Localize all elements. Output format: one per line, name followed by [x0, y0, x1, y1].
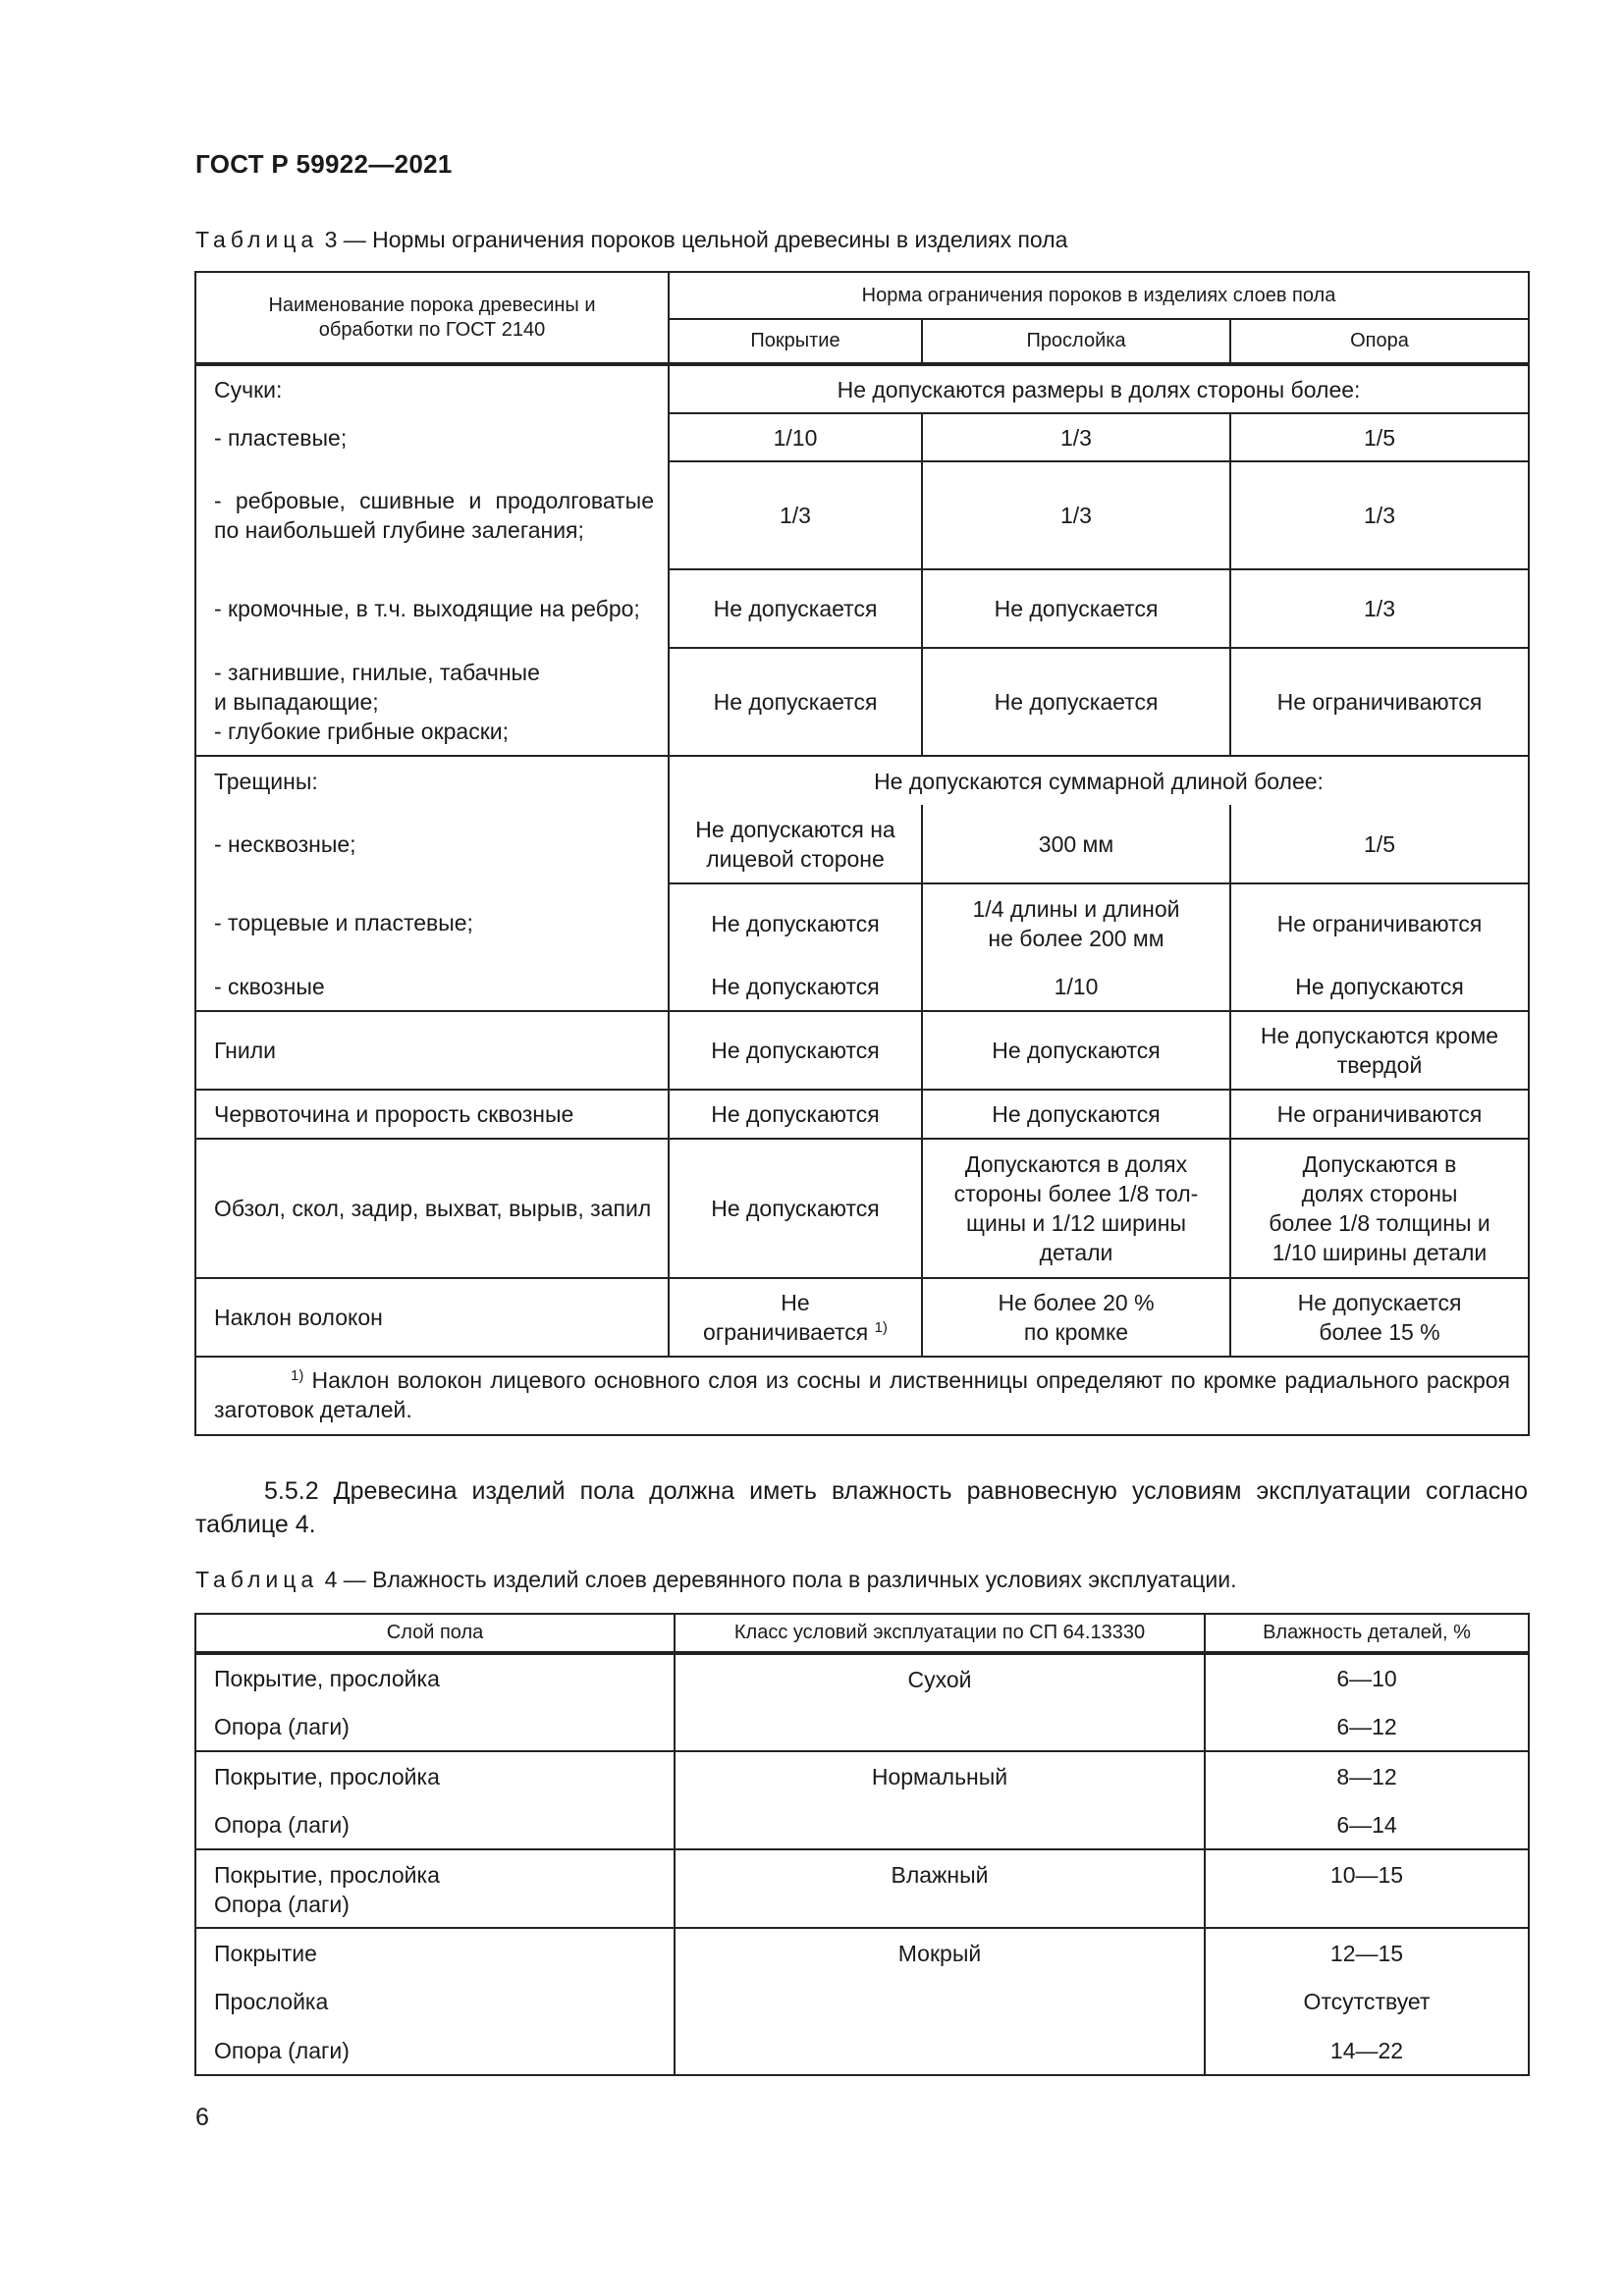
cracks-title: Трещины:	[195, 756, 669, 805]
worm-name: Червоточина и прорость сквозные	[195, 1090, 669, 1139]
table3-footnote	[195, 1357, 1529, 1435]
table4-value: 6—14	[1205, 1800, 1529, 1849]
cracks-row-name: - сквозные	[195, 962, 669, 1011]
knots-row-layer: Не допускается	[922, 648, 1230, 756]
table4-layer: Покрытие, прослойка	[195, 1653, 675, 1702]
table4-caption	[195, 1567, 1237, 1593]
table4-value: 10—15	[1205, 1849, 1529, 1928]
cell-line: Не допускаются кроме	[1260, 1023, 1499, 1048]
knots-row-layer: 1/3	[922, 461, 1230, 569]
cell-line: Не допускаются на	[695, 816, 895, 842]
cell-line: лицевой стороне	[706, 845, 885, 872]
cell-line: твердой	[1336, 1052, 1423, 1078]
table3-head-support: Опора	[1230, 319, 1529, 364]
knots-row-layer: Не допускается	[922, 569, 1230, 648]
table4-head-class: Класс условий эксплуатации по СП 64.13330	[675, 1614, 1205, 1653]
knots-row-name-line: - загнившие, гнилые, табачные	[214, 659, 540, 685]
cell-text: ограничивается	[703, 1319, 869, 1345]
cell-line: Покрытие, прослойка	[214, 1862, 440, 1888]
cracks-row-name: - несквозные;	[195, 805, 669, 883]
slope-support	[1230, 1278, 1529, 1357]
knots-row-support: 1/5	[1230, 413, 1529, 461]
cell-line: стороны более 1/8 тол-	[953, 1181, 1199, 1206]
wane-layer	[922, 1139, 1230, 1278]
slope-name: Наклон волокон	[195, 1278, 669, 1357]
cracks-row-cover	[669, 805, 922, 883]
table4-class: Сухой	[675, 1653, 1205, 1751]
table3-head-defect: Наименование порока древесины и обработки по ГОСТ 2140	[195, 272, 669, 364]
knots-row-name: - ребровые, сшивные и продолговатые по наибольшей глубине залегания;	[195, 461, 669, 569]
cracks-span: Не допускаются суммарной длиной более:	[669, 756, 1529, 805]
table3-caption-text: 3 — Нормы ограничения пороков цельной древесины в изделиях пола	[318, 227, 1068, 252]
knots-title: Сучки:	[195, 364, 669, 413]
table4-layer: Опора (лаги)	[195, 1702, 675, 1751]
knots-row-name-line: - глубокие грибные окраски;	[214, 718, 510, 744]
table4-class: Нормальный	[675, 1751, 1205, 1849]
page-number: 6	[195, 2104, 209, 2131]
table4-layer: Опора (лаги)	[195, 2026, 675, 2075]
wane-cover: Не допускаются	[669, 1139, 922, 1278]
cell-line: более 15 %	[1319, 1319, 1440, 1345]
knots-span: Не допускаются размеры в долях стороны более:	[669, 364, 1529, 413]
document-header: ГОСТ Р 59922—2021	[195, 149, 453, 179]
footnote-text: Наклон волокон лицевого основного слоя из сосны и лиственницы определяют по кромке радиального раскроя заготовок деталей.	[214, 1367, 1511, 1422]
cell-line: Опора (лаги)	[214, 1892, 350, 1917]
cracks-row-support: Не ограничиваются	[1230, 883, 1529, 962]
cell-line: Не более 20 %	[998, 1290, 1155, 1315]
cell-line: щины и 1/12 ширины	[966, 1210, 1186, 1236]
table4-head-layer: Слой пола	[195, 1614, 675, 1653]
table3-head-layer: Прослойка	[922, 319, 1230, 364]
table4-value: 6—10	[1205, 1653, 1529, 1702]
cracks-row-cover: Не допускаются	[669, 962, 922, 1011]
cracks-row-cover: Не допускаются	[669, 883, 922, 962]
rot-layer: Не допускаются	[922, 1011, 1230, 1090]
knots-row-name: - пластевые;	[195, 413, 669, 461]
table4-layer: Опора (лаги)	[195, 1800, 675, 1849]
cracks-row-layer	[922, 883, 1230, 962]
cell-line: долях стороны	[1301, 1181, 1458, 1206]
knots-row-name	[195, 648, 669, 756]
table3	[194, 271, 1530, 1436]
rot-cover: Не допускаются	[669, 1011, 922, 1090]
table3-head-cover: Покрытие	[669, 319, 922, 364]
table3-caption-prefix: Таблица	[195, 227, 319, 252]
rot-support	[1230, 1011, 1529, 1090]
cell-line: 1/10 ширины детали	[1272, 1240, 1488, 1265]
cracks-row-support: 1/5	[1230, 805, 1529, 883]
cell-line	[670, 1317, 921, 1347]
table4-caption-text: 4 — Влажность изделий слоев деревянного пола в различных условиях эксплуатации.	[318, 1567, 1237, 1592]
cracks-row-name: - торцевые и пластевые;	[195, 883, 669, 962]
footnote-mark: 1)	[291, 1367, 304, 1384]
table4-value: 6—12	[1205, 1702, 1529, 1751]
table4-class: Влажный	[675, 1849, 1205, 1928]
cracks-row-layer: 1/10	[922, 962, 1230, 1011]
knots-row-cover: 1/3	[669, 461, 922, 569]
table4-layer: Прослойка	[195, 1977, 675, 2026]
wane-support	[1230, 1139, 1529, 1278]
cell-line: Не допускается	[1297, 1290, 1462, 1315]
paragraph-5-5-2: 5.5.2 Древесина изделий пола должна иметь влажность равновесную условиям эксплуатации согласно таблице 4.	[195, 1477, 1528, 1538]
slope-cover	[669, 1278, 922, 1357]
table4-value: Отсутствует	[1205, 1977, 1529, 2026]
knots-row-name: - кромочные, в т.ч. выходящие на ребро;	[195, 569, 669, 648]
table4	[194, 1613, 1530, 2076]
knots-row-support: 1/3	[1230, 569, 1529, 648]
cell-line: не более 200 мм	[988, 925, 1164, 951]
table4-value: 12—15	[1205, 1928, 1529, 1977]
worm-cover: Не допускаются	[669, 1090, 922, 1139]
cell-line: более 1/8 толщины и	[1269, 1210, 1490, 1236]
cell-line: Допускаются в долях	[964, 1151, 1188, 1177]
knots-row-name-line: и выпадающие;	[214, 688, 379, 715]
cracks-row-layer: 300 мм	[922, 805, 1230, 883]
cell-line: детали	[1039, 1240, 1113, 1265]
table4-layer	[195, 1849, 675, 1928]
table4-value: 8—12	[1205, 1751, 1529, 1800]
worm-layer: Не допускаются	[922, 1090, 1230, 1139]
table4-head-humidity: Влажность деталей, %	[1205, 1614, 1529, 1653]
rot-name: Гнили	[195, 1011, 669, 1090]
knots-row-cover: Не допускается	[669, 569, 922, 648]
wane-name: Обзол, скол, задир, выхват, вырыв, запил	[195, 1139, 669, 1278]
cracks-row-support: Не допускаются	[1230, 962, 1529, 1011]
footnote-ref: 1)	[874, 1319, 888, 1336]
table4-caption-prefix: Таблица	[195, 1567, 319, 1592]
table3-head-group: Норма ограничения пороков в изделиях слоев пола	[669, 272, 1529, 319]
cell-line: 1/4 длины и длиной	[972, 895, 1180, 922]
cell-line: Допускаются в	[1302, 1151, 1457, 1177]
cell-line: Не	[781, 1290, 810, 1315]
table4-value: 14—22	[1205, 2026, 1529, 2075]
slope-layer	[922, 1278, 1230, 1357]
table4-layer: Покрытие	[195, 1928, 675, 1977]
knots-row-cover: 1/10	[669, 413, 922, 461]
worm-support: Не ограничиваются	[1230, 1090, 1529, 1139]
knots-row-cover: Не допускается	[669, 648, 922, 756]
table4-layer: Покрытие, прослойка	[195, 1751, 675, 1800]
knots-row-layer: 1/3	[922, 413, 1230, 461]
knots-row-support: 1/3	[1230, 461, 1529, 569]
table3-caption	[195, 227, 1067, 253]
knots-row-support: Не ограничиваются	[1230, 648, 1529, 756]
table4-class: Мокрый	[675, 1928, 1205, 2075]
cell-line: по кромке	[1023, 1319, 1129, 1345]
